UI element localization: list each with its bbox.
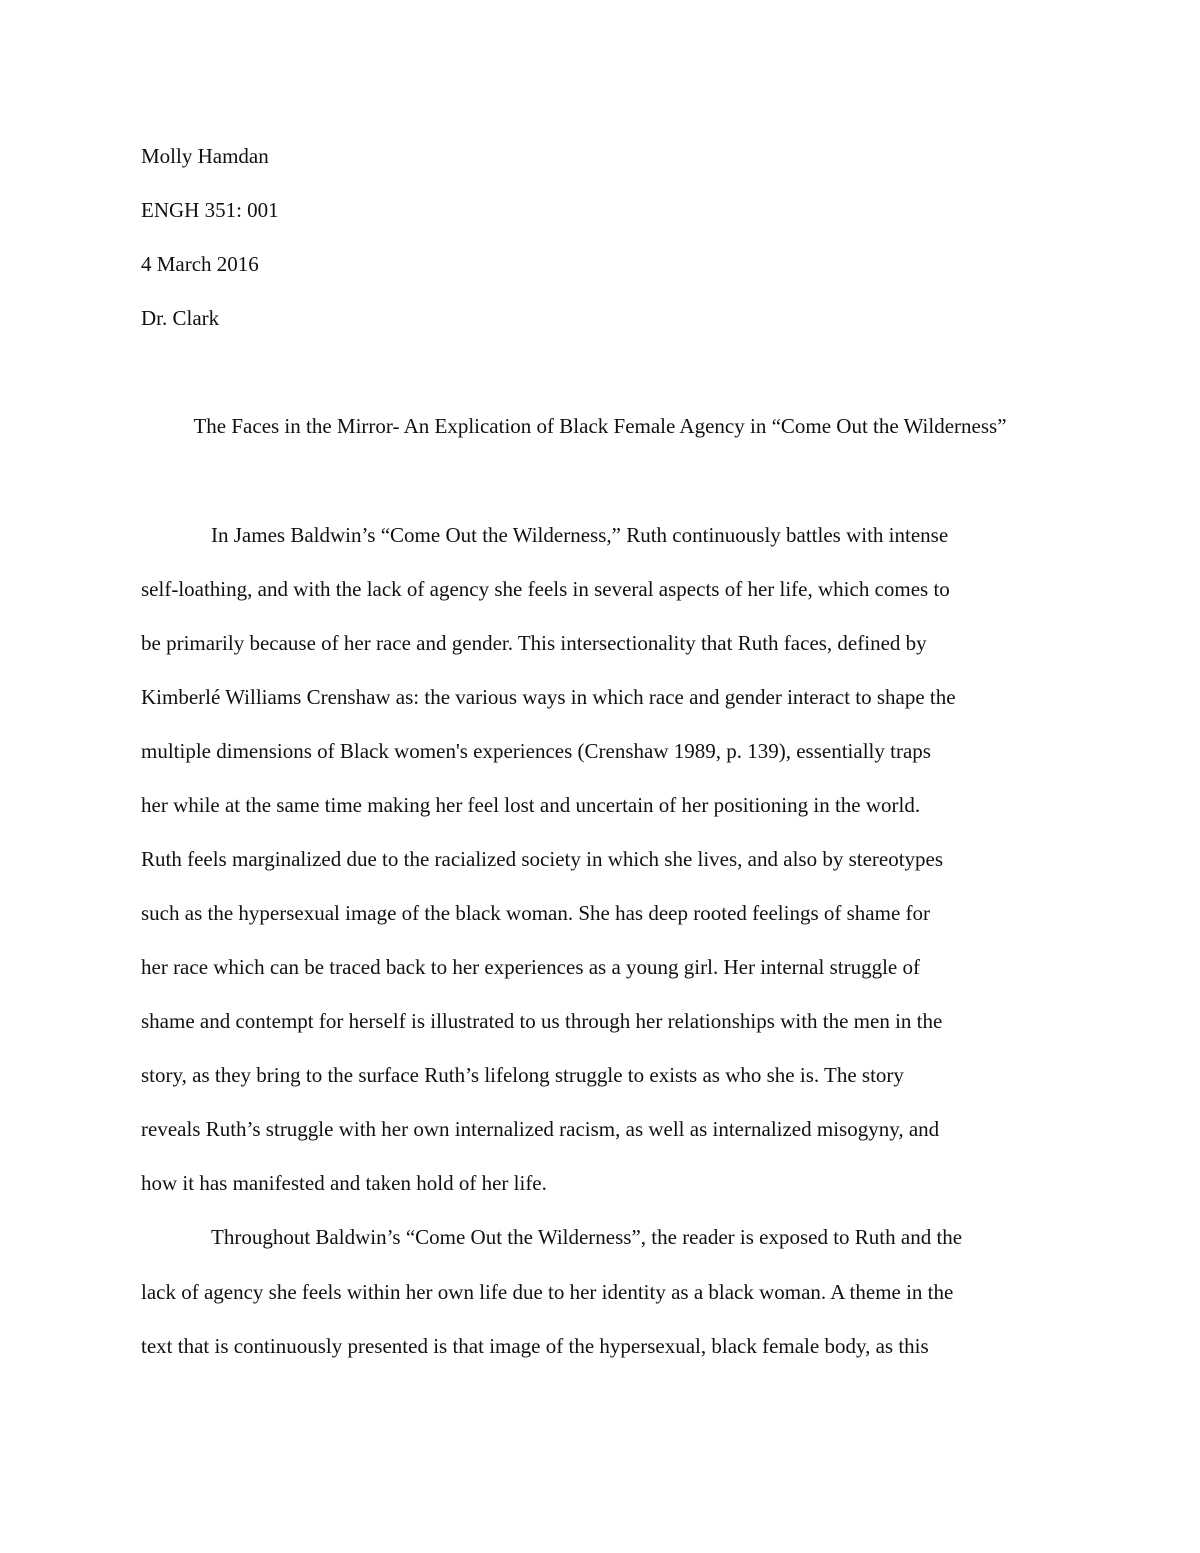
- paragraph-line: her while at the same time making her feel lost and uncertain of her positioning in the world.: [141, 793, 921, 817]
- paragraph-line: self-loathing, and with the lack of agency she feels in several aspects of her life, which comes to: [141, 577, 950, 601]
- paragraph-line: such as the hypersexual image of the black woman. She has deep rooted feelings of shame for: [141, 901, 930, 925]
- paragraph-line: be primarily because of her race and gender. This intersectionality that Ruth faces, defined by: [141, 631, 927, 655]
- paragraph-line: text that is continuously presented is that image of the hypersexual, black female body, as this: [141, 1334, 929, 1358]
- paragraph-line: Throughout Baldwin’s “Come Out the Wilderness”, the reader is exposed to Ruth and the: [211, 1225, 963, 1249]
- essay-title: The Faces in the Mirror- An Explication of Black Female Agency in “Come Out the Wilderness”: [193, 414, 1007, 438]
- paragraph-line: multiple dimensions of Black women's experiences (Crenshaw 1989, p. 139), essentially traps: [141, 739, 931, 763]
- paragraph-line: lack of agency she feels within her own life due to her identity as a black woman. A theme in the: [141, 1280, 954, 1304]
- paragraph-line: Ruth feels marginalized due to the racialized society in which she lives, and also by stereotypes: [141, 847, 944, 871]
- course-code: ENGH 351: 001: [141, 198, 279, 222]
- paragraph-line: shame and contempt for herself is illustrated to us through her relationships with the men in the: [141, 1009, 943, 1033]
- paragraph-line: reveals Ruth’s struggle with her own internalized racism, as well as internalized misogyny, and: [141, 1117, 940, 1141]
- instructor-name: Dr. Clark: [141, 306, 220, 330]
- paragraph-line: how it has manifested and taken hold of her life.: [141, 1171, 547, 1195]
- submission-date: 4 March 2016: [141, 252, 259, 276]
- paragraph-line: In James Baldwin’s “Come Out the Wilderness,” Ruth continuously battles with intense: [211, 523, 949, 547]
- paragraph-line: her race which can be traced back to her experiences as a young girl. Her internal struggle of: [141, 955, 920, 979]
- paragraph-line: story, as they bring to the surface Ruth’s lifelong struggle to exists as who she is. The story: [141, 1063, 904, 1087]
- author-name: Molly Hamdan: [141, 144, 269, 168]
- paragraph-line: Kimberlé Williams Crenshaw as: the various ways in which race and gender interact to shape the: [141, 685, 956, 709]
